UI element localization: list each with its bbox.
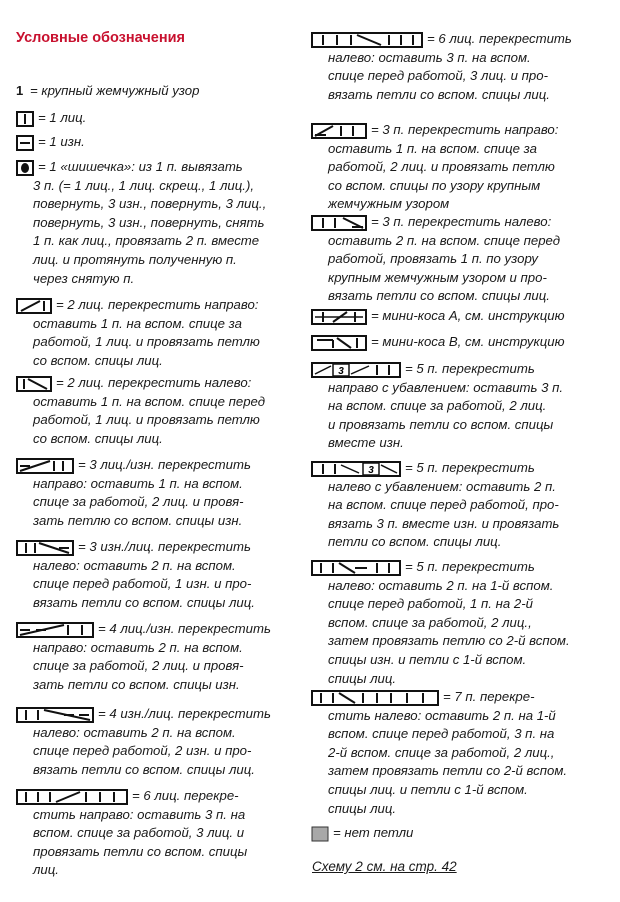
entry-text: вязать 3 п. вместе изн. и провязать [328, 515, 560, 531]
chart-label-three: 3 [368, 464, 374, 476]
cross-3-left-icon [16, 540, 74, 556]
entry-text: 1 п. как лиц., провязать 2 п. вместе [33, 233, 260, 249]
entry-text: жемчужным узором [328, 196, 450, 212]
entry-text: = 1 «шишечка»: из 1 п. вывязать [38, 159, 243, 174]
purl-symbol-icon [16, 135, 34, 151]
entry-text: крупным жемчужным узором и про- [328, 269, 547, 285]
entry-text: работой, провязать 1 п. по узору [328, 251, 538, 267]
legend-entry-c5l2 [311, 558, 570, 688]
knit-symbol-icon [16, 111, 34, 127]
entry-text: = 6 лиц. перекрестить [427, 31, 572, 46]
legend-entry-purl [16, 133, 85, 152]
cross-6-left-icon [311, 32, 423, 48]
cross-3-left-pearl-icon [311, 215, 367, 231]
mini-cable-a-icon [311, 309, 367, 325]
entry-text: направо: оставить 1 п. на вспом. [33, 475, 243, 491]
cross-5-right-dec-icon [311, 362, 401, 378]
legend-entry-c4l [16, 705, 271, 779]
legend-entry-c6r [16, 787, 247, 880]
legend-entry-c6l [311, 30, 572, 104]
legend-entry-knit [16, 109, 86, 128]
cross-2-left-icon [16, 376, 52, 392]
entry-text: вязать петли со вспом. спицы лиц. [328, 86, 550, 102]
entry-text: оставить 2 п. на вспом. спице перед [328, 232, 561, 248]
entry-text: спице перед работой, 1 изн. и про- [33, 576, 252, 592]
entry-text: = 4 лиц./изн. перекрестить [98, 621, 271, 636]
entry-text: спице за работой, 2 лиц. и провя- [33, 658, 244, 674]
cross-5-left-icon [311, 560, 401, 576]
entry-text: налево: оставить 3 п. на вспом. [328, 49, 531, 65]
entry-text: вспом. спице перед работой, 3 п. на [328, 726, 555, 742]
no-stitch-swatch-icon [311, 826, 329, 842]
entry-text: = крупный жемчужный узор [30, 83, 200, 98]
entry-text: = мини-коса А, см. инструкцию [371, 308, 565, 323]
cross-4-left-icon [16, 707, 94, 723]
entry-text: повернуть, 3 изн., повернуть, снять [33, 214, 265, 230]
page-title: Условные обозначения [16, 30, 185, 46]
entry-text: зать петли со вспом. спицы изн. [33, 676, 240, 692]
entry-text: через снятую п. [33, 270, 135, 286]
entry-text: петли со вспом. спицы лиц. [328, 534, 502, 550]
entry-text: стить налево: оставить 2 п. на 1-й [328, 707, 556, 723]
entry-text: на вспом. спице за работой, 2 лиц. [328, 398, 547, 414]
entry-text: = 2 лиц. перекрестить налево: [56, 375, 252, 390]
legend-entry-c2l [16, 374, 265, 448]
entry-text: = 3 лиц./изн. перекрестить [78, 457, 251, 472]
legend-entry-c5l [311, 459, 559, 552]
entry-text: = 3 п. перекрестить направо: [371, 122, 559, 137]
entry-text: вязать петли со вспом. спицы лиц. [33, 761, 255, 777]
entry-text: оставить 1 п. на вспом. спице за [33, 315, 242, 331]
entry-text: затем провязать петли со 2-й вспом. [328, 763, 568, 779]
cross-5-left-dec-icon [311, 461, 401, 477]
entry-text: со вспом. спицы по узору крупным [328, 177, 541, 193]
entry-text: на вспом. спице перед работой, про- [328, 497, 559, 513]
entry-text: = мини-коса В, см. инструкцию [371, 334, 565, 349]
entry-text: = 4 изн./лиц. перекрестить [98, 706, 271, 721]
entry-text: спицы лиц. [328, 800, 397, 816]
chart-label-three: 3 [338, 365, 344, 377]
entry-text: оставить 1 п. на вспом. спице за [328, 140, 537, 156]
bobble-symbol-icon [16, 160, 34, 176]
entry-text: направо с убавлением: оставить 3 п. [328, 379, 564, 395]
entry-text: налево: оставить 2 п. на 1-й вспом. [328, 577, 554, 593]
entry-text: вязать петли со вспом. спицы лиц. [328, 288, 550, 304]
cross-6-right-icon [16, 789, 128, 805]
entry-text: спицы изн. и петли с 1-й вспом. [328, 651, 527, 667]
entry-text: = 7 п. перекре- [443, 689, 535, 704]
entry-text: = 3 п. перекрестить налево: [371, 214, 552, 229]
entry-text: и провязать петли со вспом. спицы [328, 416, 554, 432]
legend-entry-bobble [16, 158, 266, 288]
entry-text: вместе изн. [328, 435, 404, 451]
cross-2-right-icon [16, 298, 52, 314]
legend-entry-c5r [311, 360, 563, 453]
mini-cable-b-icon [311, 335, 367, 351]
entry-text: направо: оставить 2 п. на вспом. [33, 639, 243, 655]
entry-text: = 6 лиц. перекре- [132, 788, 239, 803]
entry-text: налево с убавлением: оставить 2 п. [328, 478, 556, 494]
entry-text: 2-й вспом. спице за работой, 2 лиц., [328, 744, 555, 760]
entry-text: = 2 лиц. перекрестить направо: [56, 297, 259, 312]
entry-text: = 1 лиц. [38, 110, 87, 125]
entry-text: лиц. [33, 862, 59, 878]
entry-text: со вспом. спицы лиц. [33, 430, 163, 446]
cross-3-right-icon [16, 458, 74, 474]
entry-text: работой, 2 лиц. и провязать петлю [328, 159, 555, 175]
entry-text: = 5 п. перекрестить [405, 559, 535, 574]
legend-entry-c2r [16, 296, 260, 370]
entry-text: налево: оставить 2 п. на вспом. [33, 557, 236, 573]
entry-text: спице перед работой, 1 п. на 2-й [328, 596, 533, 612]
entry-text: вспом. спице за работой, 2 лиц., [328, 614, 532, 630]
legend-entry-c7l [311, 688, 567, 818]
legend-entry-pearl [16, 82, 199, 101]
entry-text: спицы лиц. [328, 670, 397, 686]
entry-text: повернуть, 3 изн., повернуть, 3 лиц., [33, 196, 267, 212]
entry-text: спице перед работой, 2 изн. и про- [33, 743, 252, 759]
legend-entry-c4r [16, 620, 271, 694]
entry-text: = 5 п. перекрестить [405, 460, 535, 475]
entry-text: налево: оставить 2 п. на вспом. [33, 724, 236, 740]
entry-text: вспом. спице за работой, 3 лиц. и [33, 825, 245, 841]
legend-entry-c3l [16, 538, 255, 612]
entry-text: работой, 1 лиц. и провязать петлю [33, 412, 260, 428]
entry-text: затем провязать петлю со 2-й вспом. [328, 633, 570, 649]
entry-text: работой, 1 лиц. и провязать петлю [33, 334, 260, 350]
entry-text: стить направо: оставить 3 п. на [33, 806, 246, 822]
legend-entry-c3r [16, 456, 251, 530]
cross-7-left-icon [311, 690, 439, 706]
legend-entry-nostitch [311, 824, 413, 843]
entry-text: спице перед работой, 3 лиц. и про- [328, 68, 548, 84]
entry-text: = 5 п. перекрестить [405, 361, 535, 376]
legend-entry-c3rp [311, 121, 558, 214]
entry-text: спице за работой, 2 лиц. и провя- [33, 494, 244, 510]
legend-entry-minia [311, 307, 565, 326]
entry-text: спицы лиц. и петли с 1-й вспом. [328, 781, 528, 797]
pearl-symbol-badge: 1 [16, 83, 24, 98]
entry-text: со вспом. спицы лиц. [33, 352, 163, 368]
cross-4-right-icon [16, 622, 94, 638]
scheme-reference-link[interactable]: Схему 2 см. на стр. 42 [312, 859, 457, 874]
cross-3-right-pearl-icon [311, 123, 367, 139]
entry-text: = 3 изн./лиц. перекрестить [78, 539, 251, 554]
entry-text: провязать петли со вспом. спицы [33, 843, 248, 859]
legend-entry-c3lp [311, 213, 560, 306]
entry-text: 3 п. (= 1 лиц., 1 лиц. скрещ., 1 лиц.), [33, 177, 255, 193]
legend-entry-minib [311, 333, 565, 352]
entry-text: зать петлю со вспом. спицы изн. [33, 512, 243, 528]
entry-text: = 1 изн. [38, 134, 85, 149]
entry-text: вязать петли со вспом. спицы лиц. [33, 594, 255, 610]
entry-text: оставить 1 п. на вспом. спице перед [33, 393, 266, 409]
entry-text: лиц. и протянуть полученную п. [33, 251, 237, 267]
entry-text: = нет петли [333, 825, 414, 840]
